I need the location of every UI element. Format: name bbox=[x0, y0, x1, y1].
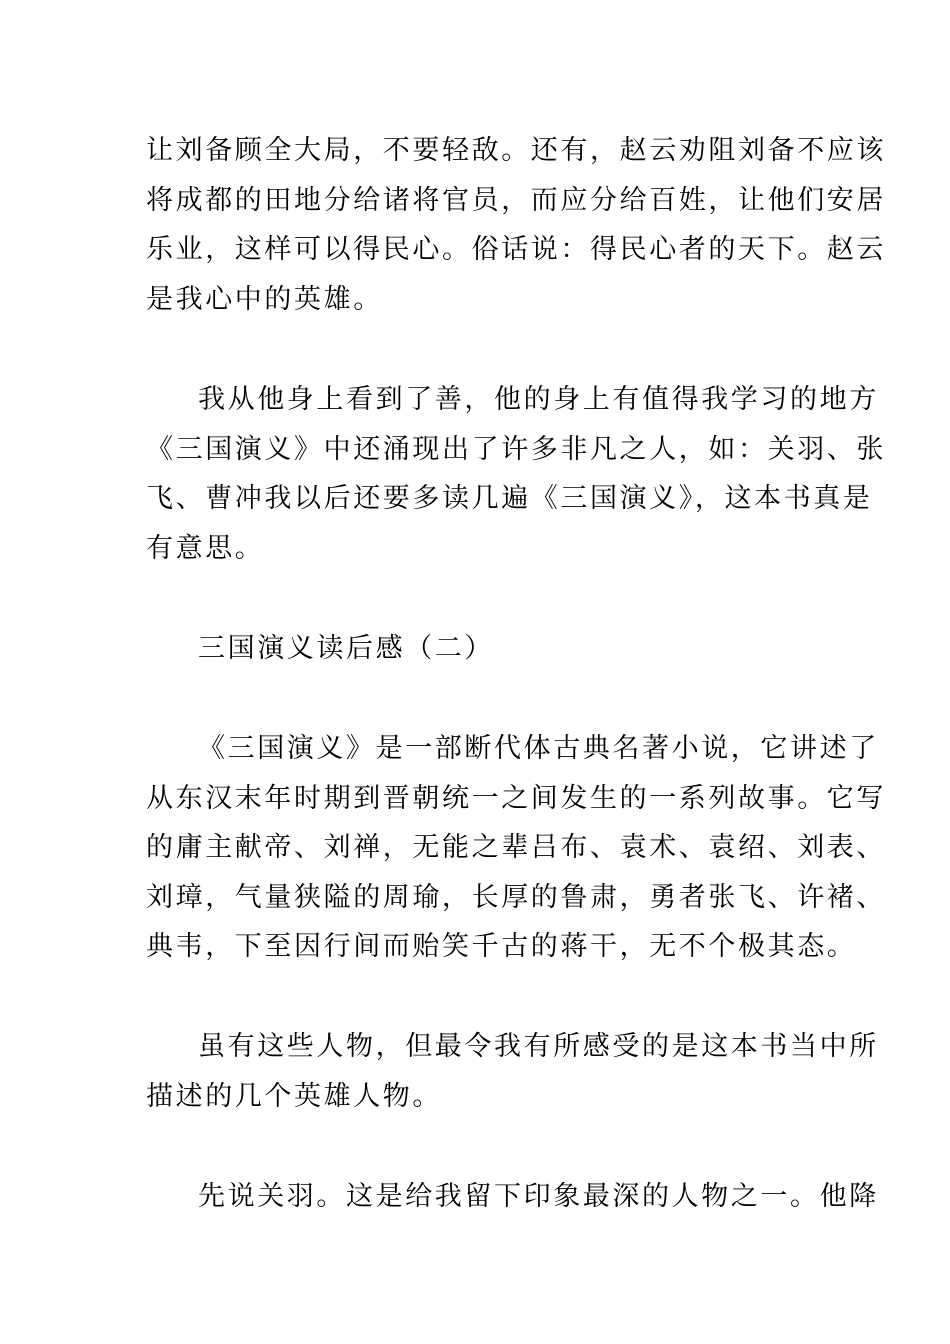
text-line: 《三国演义》中还涌现出了许多非凡之人，如：关羽、张 bbox=[146, 433, 886, 465]
text-line: 描述的几个英雄人物。 bbox=[146, 1080, 442, 1112]
text-line: 虽有这些人物，但最令我有所感受的是这本书当中所 bbox=[198, 1031, 879, 1062]
paragraph-zhao-yun-advice bbox=[146, 126, 886, 324]
text-line: 乐业，这样可以得民心。俗话说：得民心者的天下。赵云 bbox=[146, 234, 886, 265]
paragraph-heroes-intro bbox=[146, 1022, 879, 1121]
text-line: 的庸主献帝、刘禅，无能之辈吕布、袁术、袁绍、刘表、 bbox=[146, 832, 886, 863]
heading-text: 三国演义读后感（二） bbox=[198, 633, 494, 664]
text-line: 刘璋，气量狭隘的周瑜，长厚的鲁肃，勇者张飞、许褚、 bbox=[146, 881, 886, 913]
text-line: 将成都的田地分给诸将官员，而应分给百姓，让他们安居 bbox=[146, 184, 886, 216]
paragraph-novel-overview bbox=[146, 724, 886, 972]
text-line: 先说关羽。这是给我留下印象最深的人物之一。他降 bbox=[198, 1181, 879, 1212]
section-heading bbox=[146, 624, 810, 674]
text-line: 是我心中的英雄。 bbox=[146, 283, 383, 315]
text-line: 有意思。 bbox=[146, 532, 265, 564]
text-line: 从东汉末年时期到晋朝统一之间发生的一系列故事。它写 bbox=[146, 782, 886, 814]
paragraph-guan-yu bbox=[146, 1172, 879, 1222]
text-line: 让刘备顾全大局，不要轻敌。还有，赵云劝阻刘备不应该 bbox=[146, 135, 886, 166]
text-line: 飞、曹冲我以后还要多读几遍《三国演义》，这本书真是 bbox=[146, 483, 873, 514]
text-line: 《三国演义》是一部断代体古典名著小说，它讲述了 bbox=[198, 733, 879, 764]
text-line: 典韦，下至因行间而贻笑千古的蒋干，无不个极其态。 bbox=[146, 931, 857, 962]
paragraph-learning-from-him bbox=[146, 375, 886, 573]
text-line: 我从他身上看到了善，他的身上有值得我学习的地方 bbox=[198, 384, 879, 415]
